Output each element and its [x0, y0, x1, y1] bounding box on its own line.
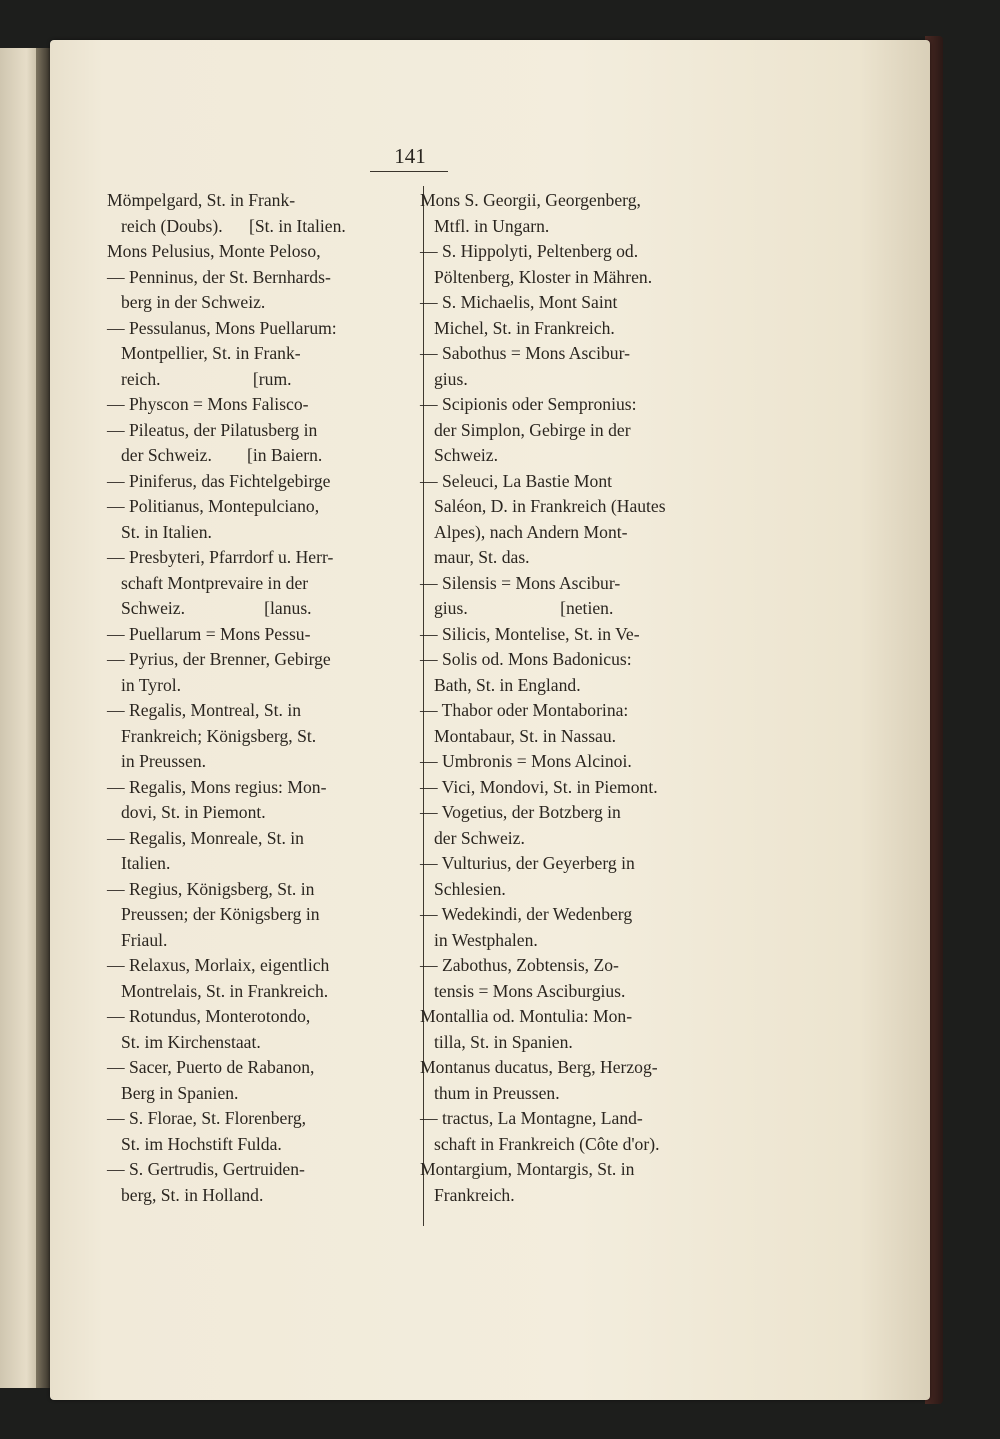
- dictionary-entry: [107, 953, 413, 1004]
- entry-line: Montpellier, St. in Frank-: [121, 343, 301, 363]
- entry-line: — Regalis, Monreale, St. in: [107, 827, 304, 848]
- entry-line: Berg in Spanien.: [121, 1082, 239, 1103]
- dictionary-entry: [420, 469, 736, 571]
- entry-line: — Wedekindi, der Wedenberg: [420, 904, 633, 924]
- entry-line: — Pyrius, der Brenner, Gebirge: [107, 649, 331, 669]
- dictionary-entry: [107, 239, 413, 265]
- entry-line: Montargium, Montargis, St. in: [420, 1159, 635, 1179]
- dictionary-entry: [107, 392, 413, 418]
- dictionary-entry: [420, 775, 736, 801]
- dictionary-entry: [420, 622, 736, 648]
- dictionary-entry: [107, 1157, 413, 1208]
- entry-line: — Relaxus, Morlaix, eigentlich: [107, 955, 330, 975]
- entry-line: der Schweiz. [in Baiern.: [121, 445, 323, 465]
- entry-line: Preussen; der Königsberg in: [121, 904, 320, 924]
- entry-line: schaft Montprevaire in der: [121, 572, 309, 593]
- entry-line: — Silicis, Montelise, St. in Ve-: [420, 623, 640, 644]
- dictionary-entry: [107, 418, 413, 469]
- entry-line: Bath, St. in England.: [434, 674, 581, 695]
- right-column: [420, 188, 736, 1208]
- entry-line: — Regalis, Mons regius: Mon-: [107, 776, 327, 797]
- entry-line: der Schweiz.: [434, 827, 525, 848]
- dictionary-entry: [107, 469, 413, 495]
- entry-line: — Penninus, der St. Bernhards-: [107, 266, 331, 287]
- entry-line: Frankreich.: [434, 1184, 515, 1205]
- page-number: 141: [394, 144, 426, 168]
- dictionary-entry: [420, 188, 736, 239]
- dictionary-entry: [107, 698, 413, 775]
- entry-line: — Thabor oder Montaborina:: [420, 700, 629, 720]
- entry-line: — Piniferus, das Fichtelgebirge: [107, 470, 331, 491]
- dictionary-entry: [107, 622, 413, 648]
- dictionary-entry: [420, 749, 736, 775]
- entry-line: — S. Michaelis, Mont Saint: [420, 292, 618, 312]
- left-column: [107, 188, 413, 1208]
- entry-line: in Westphalen.: [434, 929, 538, 950]
- entry-line: — S. Florae, St. Florenberg,: [107, 1108, 307, 1128]
- entry-line: reich (Doubs). [St. in Italien.: [121, 215, 346, 236]
- entry-line: Alpes), nach Andern Mont-: [434, 521, 628, 542]
- entry-line: Schweiz. [lanus.: [121, 598, 312, 618]
- entry-line: Friaul.: [121, 929, 168, 950]
- entry-line: — Umbronis = Mons Alcinoi.: [420, 751, 632, 771]
- entry-line: — Physcon = Mons Falisco-: [107, 394, 309, 414]
- dictionary-entry: [107, 316, 413, 393]
- dictionary-entry: [107, 494, 413, 545]
- entry-line: maur, St. das.: [434, 547, 530, 567]
- dictionary-entry: [107, 545, 413, 622]
- dictionary-entry: [107, 1004, 413, 1055]
- entry-line: Frankreich; Königsberg, St.: [121, 725, 317, 746]
- entry-line: thum in Preussen.: [434, 1082, 560, 1103]
- dictionary-entry: [107, 647, 413, 698]
- entry-line: gius.: [434, 368, 468, 389]
- dictionary-entry: [107, 775, 413, 826]
- entry-line: — Vogetius, der Botzberg in: [420, 802, 621, 822]
- entry-line: — S. Hippolyti, Peltenberg od.: [420, 241, 639, 261]
- dictionary-entry: [107, 1055, 413, 1106]
- dictionary-entry: [420, 1055, 736, 1106]
- entry-line: reich. [rum.: [121, 368, 292, 389]
- entry-line: — S. Gertrudis, Gertruiden-: [107, 1159, 305, 1179]
- dictionary-entry: [420, 698, 736, 749]
- dictionary-entry: [107, 188, 413, 239]
- entry-line: Saléon, D. in Frankreich (Hautes: [434, 496, 666, 516]
- dictionary-entry: [420, 953, 736, 1004]
- entry-line: — Regalis, Montreal, St. in: [107, 700, 302, 720]
- entry-line: — Sacer, Puerto de Rabanon,: [107, 1057, 315, 1077]
- dictionary-entry: [420, 392, 736, 469]
- entry-line: — tractus, La Montagne, Land-: [420, 1108, 643, 1128]
- dictionary-entry: [420, 341, 736, 392]
- entry-line: der Simplon, Gebirge in der: [434, 419, 631, 440]
- entry-line: schaft in Frankreich (Côte d'or).: [434, 1133, 660, 1154]
- entry-line: in Tyrol.: [121, 674, 182, 695]
- entry-line: St. im Kirchenstaat.: [121, 1031, 261, 1052]
- entry-line: dovi, St. in Piemont.: [121, 802, 266, 822]
- entry-line: — Rotundus, Monterotondo,: [107, 1006, 311, 1026]
- entry-line: — Seleuci, La Bastie Mont: [420, 470, 613, 491]
- entry-line: Mtfl. in Ungarn.: [434, 215, 550, 236]
- entry-line: — Puellarum = Mons Pessu-: [107, 623, 311, 644]
- entry-line: Montrelais, St. in Frankreich.: [121, 980, 329, 1001]
- entry-line: — Politianus, Montepulciano,: [107, 496, 320, 516]
- dictionary-entry: [107, 877, 413, 954]
- dictionary-entry: [420, 1106, 736, 1157]
- dictionary-entry: [107, 826, 413, 877]
- dictionary-entry: [420, 239, 736, 290]
- entry-line: tensis = Mons Asciburgius.: [434, 980, 626, 1001]
- entry-line: Montabaur, St. in Nassau.: [434, 725, 617, 746]
- page-number-rule: [370, 171, 448, 172]
- entry-line: — Silensis = Mons Ascibur-: [420, 572, 621, 593]
- entry-line: in Preussen.: [121, 751, 207, 771]
- dictionary-entry: [420, 902, 736, 953]
- entry-line: — Pileatus, der Pilatusberg in: [107, 419, 318, 440]
- entry-line: St. im Hochstift Fulda.: [121, 1133, 282, 1154]
- entry-line: — Pessulanus, Mons Puellarum:: [107, 317, 337, 338]
- entry-line: — Scipionis oder Sempronius:: [420, 394, 637, 414]
- entry-line: berg, St. in Holland.: [121, 1184, 264, 1205]
- dictionary-entry: [420, 290, 736, 341]
- entry-line: — Zabothus, Zobtensis, Zo-: [420, 955, 619, 975]
- entry-line: — Solis od. Mons Badonicus:: [420, 649, 632, 669]
- entry-line: Italien.: [121, 853, 171, 873]
- dictionary-entry: [420, 647, 736, 698]
- entry-line: Mons S. Georgii, Georgenberg,: [420, 190, 641, 210]
- entry-line: Schlesien.: [434, 878, 506, 899]
- entry-line: — Vulturius, der Geyerberg in: [420, 853, 635, 873]
- book-gutter: [36, 48, 50, 1388]
- entry-line: — Presbyteri, Pfarrdorf u. Herr-: [107, 547, 334, 567]
- entry-line: Michel, St. in Frankreich.: [434, 317, 615, 338]
- entry-line: Montanus ducatus, Berg, Herzog-: [420, 1057, 658, 1077]
- dictionary-entry: [420, 1004, 736, 1055]
- dictionary-entry: [420, 851, 736, 902]
- entry-line: berg in der Schweiz.: [121, 292, 266, 312]
- dictionary-entry: [107, 1106, 413, 1157]
- dictionary-entry: [420, 1157, 736, 1208]
- entry-line: — Regius, Königsberg, St. in: [107, 878, 315, 899]
- entry-line: Montallia od. Montulia: Mon-: [420, 1006, 633, 1026]
- entry-line: St. in Italien.: [121, 521, 212, 542]
- entry-line: Mons Pelusius, Monte Peloso,: [107, 241, 321, 261]
- entry-line: gius. [netien.: [434, 598, 614, 618]
- entry-line: tilla, St. in Spanien.: [434, 1031, 573, 1052]
- entry-line: Mömpelgard, St. in Frank-: [107, 190, 296, 210]
- dictionary-entry: [420, 571, 736, 622]
- dictionary-entry: [420, 800, 736, 851]
- entry-line: — Vici, Mondovi, St. in Piemont.: [420, 776, 658, 797]
- entry-line: Pöltenberg, Kloster in Mähren.: [434, 266, 653, 287]
- entry-line: Schweiz.: [434, 445, 499, 465]
- entry-line: — Sabothus = Mons Ascibur-: [420, 343, 630, 363]
- dictionary-entry: [107, 265, 413, 316]
